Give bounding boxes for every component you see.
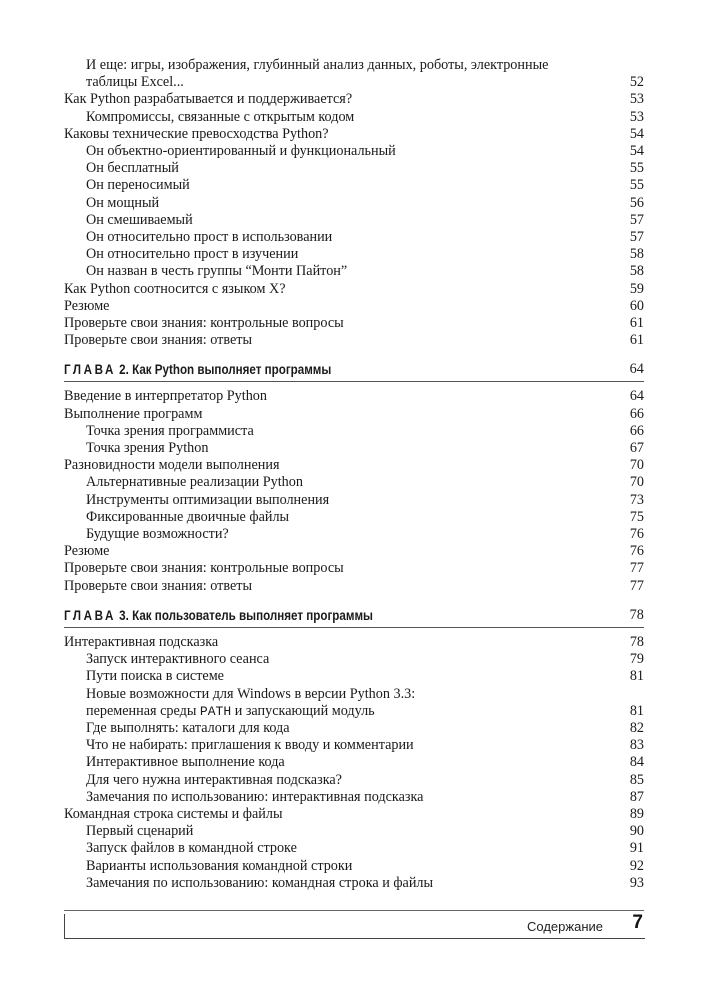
toc-entry[interactable] xyxy=(64,195,644,212)
toc-entry-title: Точка зрения Python xyxy=(86,440,209,457)
toc-entry-page: 81 xyxy=(629,702,644,719)
toc-entry-page: 66 xyxy=(629,422,644,439)
toc-entry[interactable] xyxy=(64,281,644,298)
toc-entry-line: и запускающий модуль xyxy=(234,702,375,719)
toc-entry-title: Как Python разрабатывается и поддерживается? xyxy=(64,91,353,108)
chapter-page: 64 xyxy=(629,361,645,378)
toc-entry[interactable] xyxy=(64,440,644,457)
toc-entry-title: Проверьте свои знания: контрольные вопросы xyxy=(64,560,344,577)
footer-section-label: Содержание xyxy=(527,919,603,934)
toc-entry-title: Введение в интерпретатор Python xyxy=(64,388,267,405)
toc-entry-title: Инструменты оптимизации выполнения xyxy=(86,491,330,508)
footer-divider xyxy=(64,910,644,911)
toc-entry-title: Он смешиваемый xyxy=(86,211,193,228)
toc-entry-page: 59 xyxy=(629,280,644,297)
page-footer xyxy=(64,914,645,939)
toc-entry[interactable] xyxy=(64,298,644,315)
toc-entry-title: Он объектно-ориентированный и функциональный xyxy=(86,143,396,160)
toc-entry[interactable] xyxy=(64,263,644,280)
toc-entry[interactable] xyxy=(64,789,644,806)
toc-entry[interactable] xyxy=(64,406,644,423)
toc-entry-page: 64 xyxy=(629,388,644,405)
toc-entry-title: Интерактивное выполнение кода xyxy=(86,754,285,771)
toc-entry[interactable] xyxy=(64,109,644,126)
toc-entry-title: И еще: игры, изображения, глубинный анализ данных, роботы, электронные таблицы Excel... xyxy=(86,57,549,91)
toc-entry-page: 70 xyxy=(629,457,644,474)
toc-entry[interactable] xyxy=(64,246,644,263)
toc-entry[interactable] xyxy=(64,634,644,651)
toc-entry-title: Он относительно прост в использовании xyxy=(86,229,333,246)
toc-entry[interactable] xyxy=(64,823,644,840)
toc-entry-title: Варианты использования командной строки xyxy=(86,857,353,874)
toc-entry-title: Разновидности модели выполнения xyxy=(64,457,280,474)
toc-entry-page: 93 xyxy=(629,874,644,891)
toc-entry-page: 82 xyxy=(629,719,644,736)
table-of-contents xyxy=(64,57,644,892)
toc-entry[interactable] xyxy=(64,737,644,754)
toc-entry[interactable] xyxy=(64,492,644,509)
toc-section-chapter-2 xyxy=(64,388,644,594)
toc-entry-page: 92 xyxy=(629,857,644,874)
toc-entry-title: Выполнение программ xyxy=(64,405,203,422)
toc-entry-title: Компромиссы, связанные с открытым кодом xyxy=(86,108,355,125)
chapter-page: 78 xyxy=(629,606,645,623)
toc-entry[interactable] xyxy=(64,858,644,875)
toc-entry-page: 83 xyxy=(629,737,644,754)
toc-entry-page: 57 xyxy=(629,211,644,228)
chapter-rule xyxy=(64,381,644,382)
toc-entry-title: Фиксированные двоичные файлы xyxy=(86,508,290,525)
toc-entry[interactable] xyxy=(64,388,644,405)
toc-entry-page: 52 xyxy=(629,74,644,91)
toc-section-chapter-3 xyxy=(64,634,644,686)
toc-entry-page: 81 xyxy=(629,668,644,685)
toc-entry-page: 67 xyxy=(629,440,644,457)
toc-entry[interactable] xyxy=(64,229,644,246)
toc-entry-line: переменная среды xyxy=(86,702,197,719)
toc-entry[interactable] xyxy=(64,57,644,91)
toc-entry-page: 61 xyxy=(629,332,644,349)
toc-entry[interactable] xyxy=(64,91,644,108)
chapter-title: Как пользователь выполняет программы xyxy=(132,607,373,623)
toc-entry-page: 91 xyxy=(629,840,644,857)
toc-entry[interactable] xyxy=(64,474,644,491)
toc-entry[interactable] xyxy=(64,875,644,892)
toc-entry-title: Пути поиска в системе xyxy=(86,668,224,685)
toc-entry[interactable] xyxy=(64,840,644,857)
toc-entry-title: Для чего нужна интерактивная подсказка? xyxy=(86,771,342,788)
toc-entry-title: Будущие возможности? xyxy=(86,526,229,543)
page-number: 7 xyxy=(632,912,643,933)
toc-entry-page: 77 xyxy=(629,560,644,577)
toc-entry-page: 75 xyxy=(629,508,644,525)
toc-entry-page: 60 xyxy=(629,297,644,314)
toc-entry-page: 53 xyxy=(629,108,644,125)
toc-entry-title: Где выполнять: каталоги для кода xyxy=(86,719,290,736)
toc-entry-title: Замечания по использованию: интерактивная подсказка xyxy=(86,788,424,805)
chapter-number: 2. xyxy=(119,362,129,378)
toc-entry-title: Запуск файлов в командной строке xyxy=(86,840,297,857)
toc-entry-title: Альтернативные реализации Python xyxy=(86,474,303,491)
toc-entry-page: 58 xyxy=(629,246,644,263)
toc-entry-page: 85 xyxy=(629,771,644,788)
toc-entry-title xyxy=(86,686,644,720)
toc-entry[interactable] xyxy=(64,526,644,543)
toc-entry-title: Как Python соотносится с языком X? xyxy=(64,280,286,297)
toc-entry-page: 70 xyxy=(629,474,644,491)
toc-entry-page: 55 xyxy=(629,160,644,177)
toc-entry[interactable] xyxy=(64,423,644,440)
toc-entry-page: 73 xyxy=(629,491,644,508)
toc-entry-page: 76 xyxy=(629,526,644,543)
chapter-label: ГЛАВА xyxy=(64,607,116,623)
toc-entry-title: Точка зрения программиста xyxy=(86,422,254,439)
chapter-label: ГЛАВА xyxy=(64,362,116,378)
toc-entry-title: Проверьте свои знания: ответы xyxy=(64,332,252,349)
toc-entry-line: Новые возможности для Windows в версии Python 3.3: xyxy=(86,685,416,702)
toc-entry-page: 61 xyxy=(629,315,644,332)
toc-entry-title: Он назван в честь группы “Монти Пайтон” xyxy=(86,263,348,280)
toc-entry-title: Резюме xyxy=(64,297,110,314)
toc-entry[interactable] xyxy=(64,668,644,685)
toc-entry-page: 76 xyxy=(629,543,644,560)
toc-entry[interactable] xyxy=(64,160,644,177)
toc-entry[interactable] xyxy=(64,177,644,194)
chapter-rule xyxy=(64,627,644,628)
toc-entry-page: 53 xyxy=(629,91,644,108)
toc-section-intro xyxy=(64,57,644,349)
toc-entry-page: 84 xyxy=(629,754,644,771)
toc-entry-page: 56 xyxy=(629,194,644,211)
chapter-2-heading[interactable] xyxy=(64,361,644,378)
toc-entry-title: Он относительно прост в изучении xyxy=(86,246,299,263)
toc-entry[interactable] xyxy=(64,772,644,789)
chapter-title: Как Python выполняет программы xyxy=(132,362,332,378)
toc-entry-page: 79 xyxy=(629,651,644,668)
toc-entry[interactable] xyxy=(64,457,644,474)
toc-entry[interactable] xyxy=(64,686,644,720)
toc-entry[interactable] xyxy=(64,143,644,160)
toc-entry-title: Запуск интерактивного сеанса xyxy=(86,651,270,668)
toc-entry[interactable] xyxy=(64,509,644,526)
inline-code: PATH xyxy=(199,703,232,719)
toc-entry[interactable] xyxy=(64,332,644,349)
toc-entry-title: Проверьте свои знания: ответы xyxy=(64,577,252,594)
toc-entry[interactable] xyxy=(64,720,644,737)
toc-entry-title: Замечания по использованию: командная строка и файлы xyxy=(86,874,434,891)
toc-entry-page: 87 xyxy=(629,788,644,805)
toc-entry-title: Что не набирать: приглашения к вводу и комментарии xyxy=(86,737,414,754)
toc-entry-page: 54 xyxy=(629,143,644,160)
toc-entry-page: 90 xyxy=(629,823,644,840)
chapter-number: 3. xyxy=(119,607,129,623)
toc-entry-title: Первый сценарий xyxy=(86,823,194,840)
toc-entry[interactable] xyxy=(64,212,644,229)
chapter-3-heading[interactable] xyxy=(64,607,644,624)
toc-entry-page: 77 xyxy=(629,577,644,594)
toc-entry[interactable] xyxy=(64,126,644,143)
toc-entry[interactable] xyxy=(64,578,644,595)
toc-entry-title: Интерактивная подсказка xyxy=(64,633,219,650)
toc-entry-page: 89 xyxy=(629,805,644,822)
toc-entry[interactable] xyxy=(64,315,644,332)
toc-entry-page: 58 xyxy=(629,263,644,280)
toc-entry-title: Каковы технические превосходства Python? xyxy=(64,125,329,142)
toc-entry-title: Он переносимый xyxy=(86,177,190,194)
toc-entry-title: Он бесплатный xyxy=(86,160,179,177)
toc-entry-title: Командная строка системы и файлы xyxy=(64,805,283,822)
toc-entry[interactable] xyxy=(64,543,644,560)
toc-entry-title: Проверьте свои знания: контрольные вопросы xyxy=(64,315,344,332)
toc-entry-title: Резюме xyxy=(64,543,110,560)
toc-entry[interactable] xyxy=(64,560,644,577)
toc-entry-title: Он мощный xyxy=(86,194,160,211)
toc-section-chapter-3-cont xyxy=(64,720,644,892)
toc-entry-page: 66 xyxy=(629,405,644,422)
toc-entry[interactable] xyxy=(64,754,644,771)
toc-entry-page: 57 xyxy=(629,229,644,246)
toc-entry[interactable] xyxy=(64,651,644,668)
toc-entry[interactable] xyxy=(64,806,644,823)
toc-entry-page: 55 xyxy=(629,177,644,194)
toc-entry-page: 54 xyxy=(629,125,644,142)
toc-entry-page: 78 xyxy=(629,633,644,650)
